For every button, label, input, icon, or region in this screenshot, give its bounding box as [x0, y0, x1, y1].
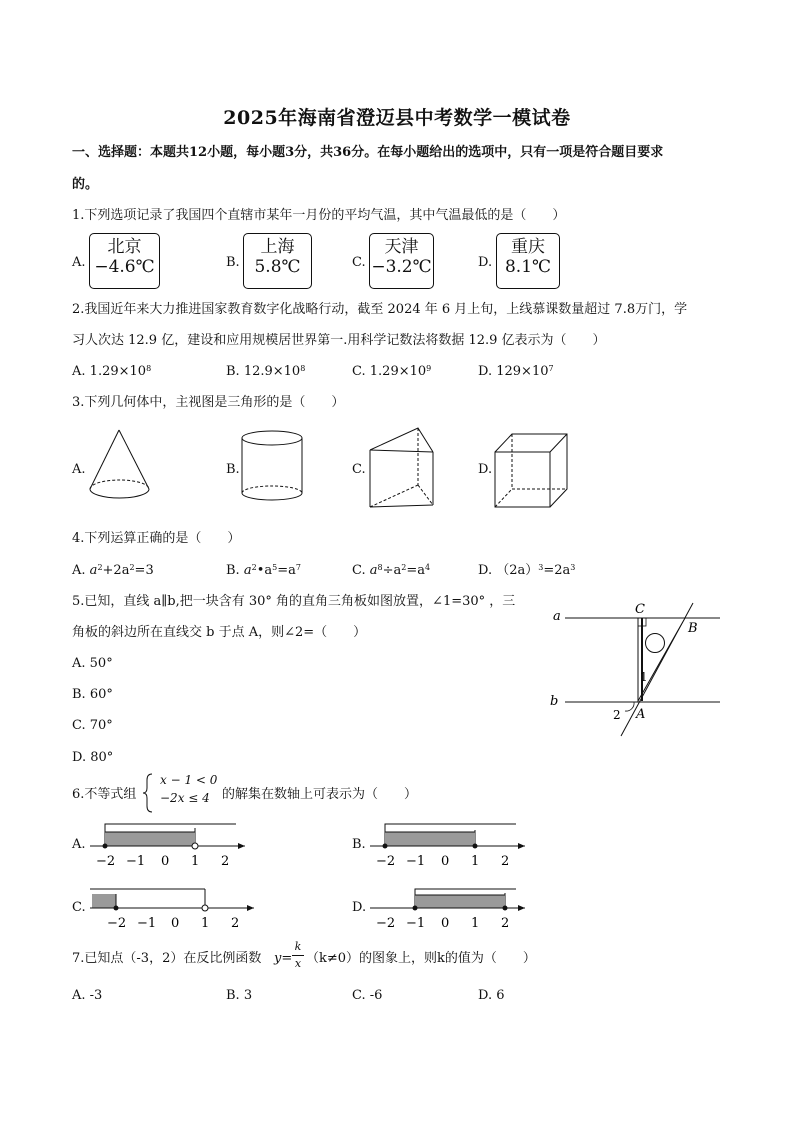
q4-option-a: A. $a^2+2a^2=3$ — [72, 563, 154, 578]
q6-c-tick-0: 0 — [171, 916, 180, 931]
q5-label-a: a — [553, 609, 561, 624]
q5-label-C: C — [635, 602, 645, 617]
q7-y-equals: y= — [274, 951, 293, 966]
q5-label-A: A — [636, 707, 646, 722]
q6-d-tick-2: 2 — [501, 916, 510, 931]
q6-numberline-a — [88, 818, 253, 873]
q2-option-d: D. $129\times 10^7$ — [478, 364, 554, 379]
q6-c-tick-neg2: −2 — [107, 916, 127, 931]
q6-b-tick-2: 2 — [501, 854, 510, 869]
q6-option-a-label: A. — [72, 837, 86, 852]
q6-a-tick-1: 1 — [191, 854, 200, 869]
q1-stem: 1.下列选项记录了我国四个直辖市某年一月份的平均气温，其中气温最低的是（ ） — [72, 208, 566, 223]
q2-option-c: C. $1.29\times 10^9$ — [352, 364, 432, 379]
q1-option-d-label: D. — [478, 255, 493, 270]
q6-d-tick-1: 1 — [471, 916, 480, 931]
q5-stem-line2: 角板的斜边所在直线交 b 于点 A，则∠2=（ ） — [72, 625, 367, 640]
q6-c-tick-1: 1 — [201, 916, 210, 931]
q7-fraction-bar — [292, 955, 304, 956]
q6-b-tick-neg2: −2 — [376, 854, 396, 869]
q6-b-tick-0: 0 — [441, 854, 450, 869]
q5-figure — [545, 595, 730, 740]
q4-stem: 4.下列运算正确的是（ ） — [72, 531, 241, 546]
q7-fraction-numerator: k — [294, 940, 302, 953]
q6-a-tick-2: 2 — [221, 854, 230, 869]
q6-option-c-label: C. — [72, 900, 86, 915]
q6-a-tick-neg2: −2 — [96, 854, 116, 869]
q5-label-b: b — [550, 694, 559, 709]
q3-option-a-label: A. — [72, 462, 86, 477]
q6-c-tick-neg1: −1 — [137, 916, 157, 931]
q6-numberline-b — [368, 818, 533, 873]
q7-option-b: B. 3 — [226, 988, 253, 1003]
q2-stem-line1: 2.我国近年来大力推进国家教育数字化战略行动，截至 2024 年 6 月上旬，上线慕课数量超过 7.8万门，学 — [72, 302, 688, 317]
q4-option-d: D. $(2a)^3=2a^3$ — [478, 563, 576, 578]
q6-b-tick-neg1: −1 — [406, 854, 426, 869]
q4-option-b: B. $a^2•a^5=a^7$ — [226, 563, 301, 578]
q1-option-a-city: 北京 — [107, 237, 142, 257]
q1-option-b-city: 上海 — [260, 237, 295, 257]
q6-brace-icon — [142, 772, 154, 814]
q4-option-c: C. $a^8\div a^2=a^4$ — [352, 563, 431, 578]
cone-icon — [85, 425, 155, 507]
q1-option-b-temp: 5.8℃ — [254, 257, 301, 277]
q2-option-a: A. $1.29\times 10^8$ — [72, 364, 152, 379]
q2-stem-line2: 习人次达 12.9 亿，建设和应用规模居世界第一.用科学记数法将数据 12.9 亿表示为（ ） — [72, 333, 606, 348]
section-header-line2: 的。 — [72, 177, 99, 192]
q1-option-a-box — [89, 233, 160, 289]
q5-label-angle1: 1 — [640, 670, 648, 684]
q3-option-b-label: B. — [226, 462, 240, 477]
q7-stem-post: （k≠0）的图象上，则k的值为（ ） — [306, 951, 536, 966]
q1-option-c-box — [369, 233, 434, 289]
q6-numberline-d — [368, 881, 533, 936]
q6-inequality-1: x − 1 < 0 — [160, 773, 218, 787]
q6-b-tick-1: 1 — [471, 854, 480, 869]
q6-c-tick-2: 2 — [231, 916, 240, 931]
section-header-line1: 一、选择题：本题共12小题，每小题3分，共36分。在每小题给出的选项中，只有一项是符合题目要求 — [72, 145, 664, 160]
q5-option-a: A. 50° — [72, 656, 113, 671]
q1-option-a-temp: −4.6℃ — [94, 257, 155, 277]
q1-option-c-city: 天津 — [384, 237, 419, 257]
q6-numberline-c — [88, 881, 258, 936]
q7-option-c: C. -6 — [352, 988, 383, 1003]
q5-option-b: B. 60° — [72, 687, 113, 702]
cube-icon — [490, 430, 570, 510]
q5-option-d: D. 80° — [72, 750, 114, 765]
q5-stem-line1: 5.已知，直线 a∥b,把一块含有 30° 角的直角三角板如图放置，∠1=30° ，三 — [72, 594, 516, 609]
q7-option-d: D. 6 — [478, 988, 505, 1003]
q1-option-d-city: 重庆 — [511, 237, 545, 257]
q6-stem-post: 的解集在数轴上可表示为（ ） — [222, 787, 418, 802]
q3-option-c-label: C. — [352, 462, 366, 477]
q1-option-d-temp: 8.1℃ — [504, 257, 552, 277]
q5-option-c: C. 70° — [72, 718, 113, 733]
q6-d-tick-neg2: −2 — [376, 916, 396, 931]
q6-inequality-2: −2x ≤ 4 — [160, 791, 210, 805]
q6-option-b-label: B. — [352, 837, 366, 852]
q1-option-b-label: B. — [226, 255, 240, 270]
q7-stem-pre: 7.已知点（-3，2）在反比例函数 — [72, 951, 262, 966]
triangular-prism-icon — [365, 425, 440, 510]
page-title: 2025年海南省澄迈县中考数学一模试卷 — [223, 107, 571, 129]
q1-option-d-box — [496, 233, 560, 289]
q6-d-tick-neg1: −1 — [406, 916, 426, 931]
q7-option-a: A. -3 — [72, 988, 103, 1003]
q7-fraction-denominator: x — [294, 957, 302, 970]
q6-d-tick-0: 0 — [441, 916, 450, 931]
q1-option-c-temp: −3.2℃ — [371, 257, 432, 277]
q3-stem: 3.下列几何体中，主视图是三角形的是（ ） — [72, 395, 345, 410]
q6-a-tick-0: 0 — [161, 854, 170, 869]
q1-option-a-label: A. — [72, 255, 86, 270]
q1-option-c-label: C. — [352, 255, 366, 270]
q3-option-d-label: D. — [478, 462, 493, 477]
q5-label-B: B — [688, 621, 698, 636]
q6-a-tick-neg1: −1 — [126, 854, 146, 869]
q6-stem-pre: 6.不等式组 — [72, 787, 137, 802]
q6-option-d-label: D. — [352, 900, 367, 915]
q1-option-b-box — [243, 233, 312, 289]
q2-option-b: B. $12.9\times 10^8$ — [226, 364, 306, 379]
q5-label-angle2: 2 — [613, 708, 621, 722]
cylinder-icon — [238, 428, 308, 508]
